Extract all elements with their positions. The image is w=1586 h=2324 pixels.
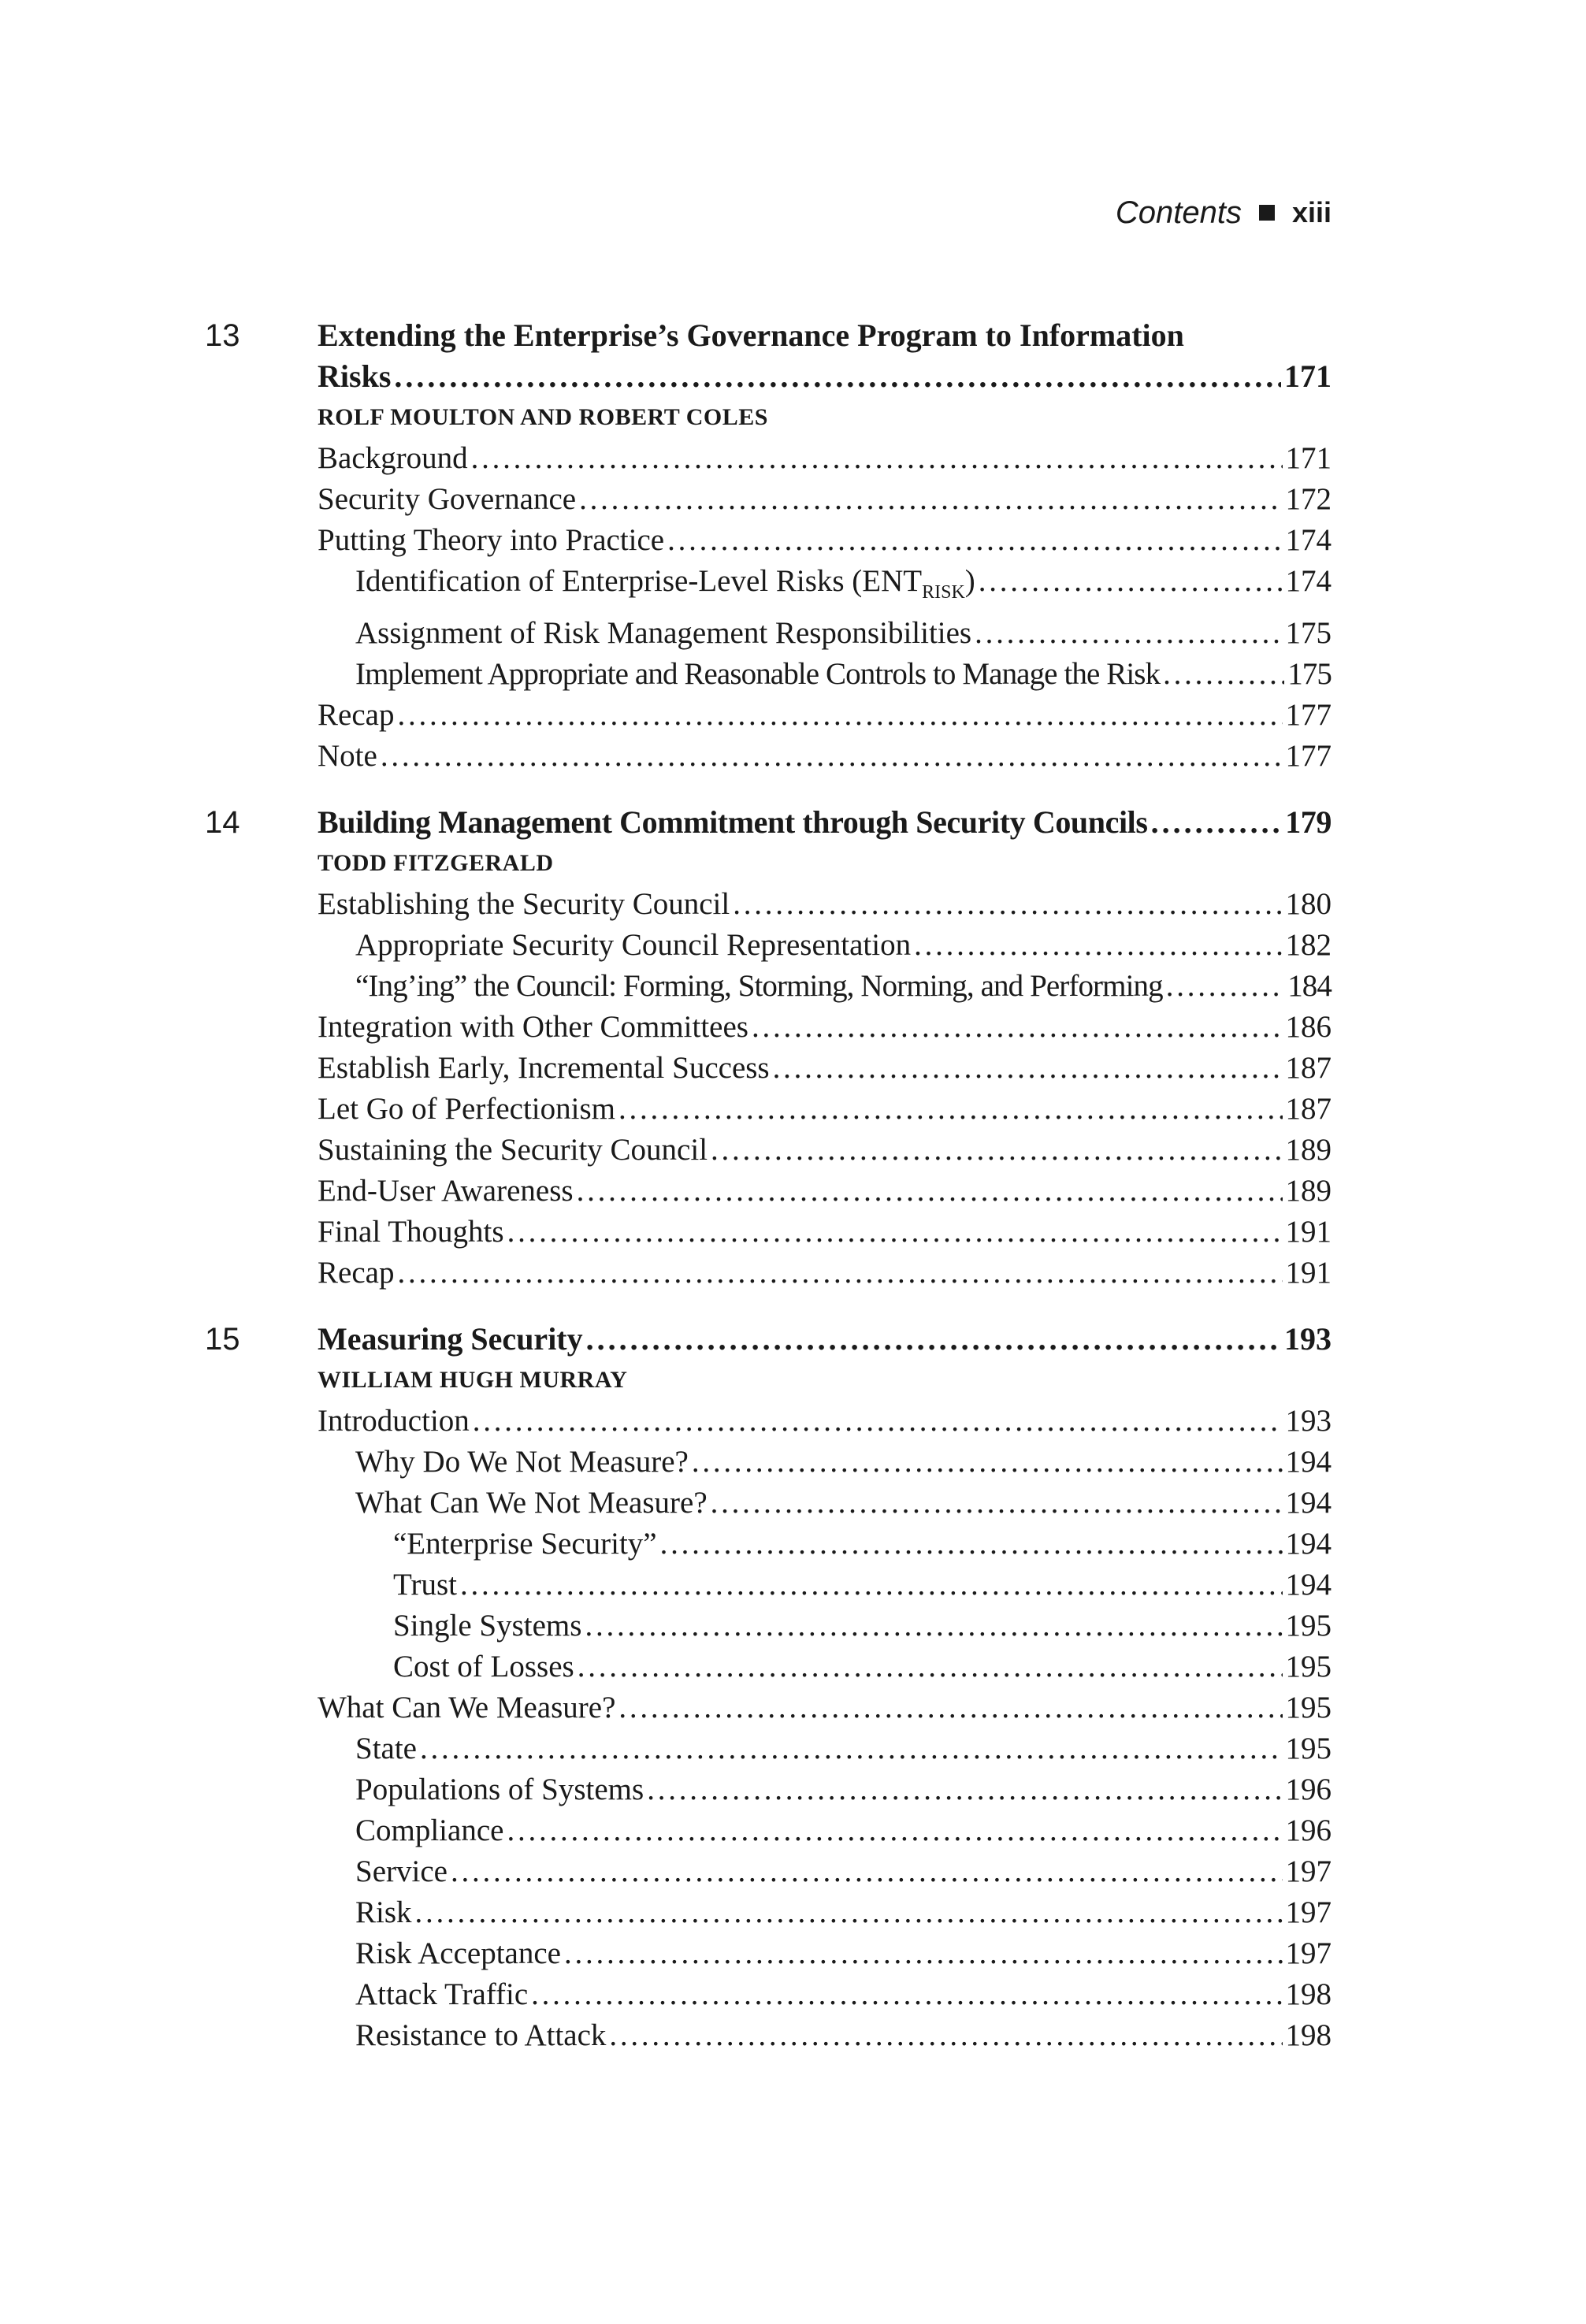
dot-leader xyxy=(381,736,1283,777)
entry-page: 187 xyxy=(1285,1091,1332,1126)
entry-title: Populations of Systems xyxy=(355,1772,644,1806)
entry-title: What Can We Measure? xyxy=(318,1690,616,1724)
toc-entry[interactable] xyxy=(318,479,1332,520)
toc-entry[interactable] xyxy=(318,613,1332,654)
entry-page: 180 xyxy=(1285,886,1332,921)
entry-title: Putting Theory into Practice xyxy=(318,523,665,557)
chapter-page: 171 xyxy=(1284,358,1332,394)
toc-entry[interactable] xyxy=(318,1089,1332,1130)
chapter-page: 193 xyxy=(1284,1320,1332,1357)
dot-leader xyxy=(579,479,1282,520)
entry-page: 197 xyxy=(1285,1895,1332,1929)
toc-entry[interactable] xyxy=(318,1565,1332,1606)
dot-leader xyxy=(397,1253,1282,1294)
toc-entry[interactable] xyxy=(318,884,1332,925)
chapter-14 xyxy=(205,802,1332,1294)
dot-leader xyxy=(618,1089,1283,1130)
chapter-15 xyxy=(205,1319,1332,2056)
entry-page: 196 xyxy=(1285,1813,1332,1847)
dot-leader xyxy=(1163,654,1284,695)
entry-page: 197 xyxy=(1285,1936,1332,1970)
chapter-page: 179 xyxy=(1285,804,1332,840)
dot-leader xyxy=(1151,802,1283,843)
dot-leader xyxy=(660,1524,1283,1565)
entry-title: End-User Awareness xyxy=(318,1173,574,1208)
toc-entry[interactable] xyxy=(318,1524,1332,1565)
dot-leader xyxy=(711,1130,1282,1171)
chapter-title-end: Risks xyxy=(318,358,392,394)
entry-page: 194 xyxy=(1285,1567,1332,1602)
entry-title: Compliance xyxy=(355,1813,504,1847)
entry-title: Single Systems xyxy=(393,1608,582,1643)
entry-title: Cost of Losses xyxy=(393,1649,574,1684)
dot-leader xyxy=(451,1851,1283,1892)
toc-entry[interactable] xyxy=(318,1483,1332,1524)
entry-page: 197 xyxy=(1285,1854,1332,1888)
dot-leader xyxy=(667,520,1282,561)
dot-leader xyxy=(420,1728,1283,1769)
chapter-title-text: Measuring Security xyxy=(318,1320,583,1357)
entry-page: 171 xyxy=(1285,441,1332,475)
chapter-title[interactable] xyxy=(318,802,1332,843)
dot-leader xyxy=(586,1319,1281,1360)
dot-leader xyxy=(397,695,1282,736)
entry-title: Why Do We Not Measure? xyxy=(355,1444,689,1479)
toc-entry[interactable] xyxy=(318,1933,1332,1974)
chapter-13 xyxy=(205,315,1332,777)
entry-title: Let Go of Perfectionism xyxy=(318,1091,615,1126)
dot-leader xyxy=(394,356,1281,397)
entry-page: 186 xyxy=(1285,1009,1332,1044)
dot-leader xyxy=(773,1048,1283,1089)
entry-title: “Ing’ing” the Council: Forming, Storming, Norming, and Performing xyxy=(355,968,1163,1003)
running-head xyxy=(1116,197,1332,228)
entry-page: 198 xyxy=(1285,2018,1332,2052)
entry-page: 177 xyxy=(1285,738,1332,773)
toc-entry[interactable] xyxy=(318,925,1332,966)
entry-page: 191 xyxy=(1285,1214,1332,1249)
table-of-contents xyxy=(205,315,1332,2056)
dot-leader xyxy=(507,1212,1283,1253)
dot-leader xyxy=(647,1769,1282,1810)
dot-leader xyxy=(733,884,1282,925)
entry-page: 194 xyxy=(1285,1526,1332,1561)
entry-title: Attack Traffic xyxy=(355,1977,529,2011)
entry-title: “Enterprise Security” xyxy=(393,1526,657,1561)
toc-entry[interactable] xyxy=(318,1048,1332,1089)
toc-entry[interactable] xyxy=(318,1253,1332,1294)
entry-page: 191 xyxy=(1285,1255,1332,1290)
entry-title: Service xyxy=(355,1854,448,1888)
toc-entry[interactable] xyxy=(318,966,1332,1007)
toc-entry[interactable] xyxy=(318,1851,1332,1892)
toc-entry[interactable] xyxy=(318,695,1332,736)
toc-entry[interactable] xyxy=(318,1606,1332,1646)
entry-page: 195 xyxy=(1285,1731,1332,1765)
entry-title: State xyxy=(355,1731,417,1765)
dot-leader xyxy=(473,1401,1283,1442)
entry-page: 189 xyxy=(1285,1132,1332,1167)
chapter-author: TODD FITZGERALD xyxy=(318,849,554,876)
entry-page: 175 xyxy=(1287,656,1332,691)
chapter-title[interactable] xyxy=(318,1319,1332,1360)
entry-page: 177 xyxy=(1285,697,1332,732)
entry-title: Final Thoughts xyxy=(318,1214,504,1249)
entry-title: Note xyxy=(318,738,377,773)
dot-leader xyxy=(692,1442,1283,1483)
dot-leader xyxy=(979,561,1283,602)
entry-title-end: ) xyxy=(964,564,975,598)
dot-leader xyxy=(609,2015,1282,2056)
toc-entry[interactable] xyxy=(318,1646,1332,1687)
dot-leader xyxy=(471,438,1283,479)
chapter-title[interactable]: Extending the Enterprise’s Governance Program to Information xyxy=(318,317,1184,353)
entry-title: Implement Appropriate and Reasonable Controls to Manage the Risk xyxy=(355,656,1161,691)
entry-page: 198 xyxy=(1285,1977,1332,2011)
dot-leader xyxy=(975,613,1282,654)
toc-entry[interactable] xyxy=(318,561,1332,613)
toc-entry[interactable] xyxy=(318,736,1332,777)
dot-leader xyxy=(564,1933,1283,1974)
entry-page: 187 xyxy=(1285,1050,1332,1085)
running-head-page-number: xiii xyxy=(1291,196,1332,228)
dot-leader xyxy=(618,1687,1282,1728)
entry-title: Recap xyxy=(318,1255,395,1290)
entry-title-subscript: RISK xyxy=(922,581,965,603)
entry-title: Establish Early, Incremental Success xyxy=(318,1050,770,1085)
toc-entry[interactable] xyxy=(318,438,1332,479)
toc-entry[interactable] xyxy=(318,1769,1332,1810)
entry-page: 195 xyxy=(1285,1608,1332,1643)
entry-page: 172 xyxy=(1285,482,1332,516)
entry-title: Security Governance xyxy=(318,482,577,516)
entry-title: Risk xyxy=(355,1895,412,1929)
entry-title: Assignment of Risk Management Responsibilities xyxy=(355,615,972,650)
toc-entry[interactable] xyxy=(318,1810,1332,1851)
entry-title: Establishing the Security Council xyxy=(318,886,730,921)
chapter-title-text: Building Management Commitment through Security Councils xyxy=(318,804,1148,840)
entry-title: Risk Acceptance xyxy=(355,1936,561,1970)
toc-entry[interactable] xyxy=(318,654,1332,695)
entry-page: 174 xyxy=(1285,564,1332,598)
running-head-title: Contents xyxy=(1115,195,1242,230)
toc-entry[interactable] xyxy=(318,1687,1332,1728)
entry-page: 194 xyxy=(1285,1485,1332,1520)
entry-page: 175 xyxy=(1285,615,1332,650)
dot-leader xyxy=(914,925,1282,966)
entry-page: 194 xyxy=(1285,1444,1332,1479)
chapter-number: 13 xyxy=(205,318,240,353)
toc-entry[interactable] xyxy=(318,1892,1332,1933)
entry-title: Resistance to Attack xyxy=(355,2018,607,2052)
entry-page: 184 xyxy=(1287,968,1332,1003)
dot-leader xyxy=(531,1974,1282,2015)
dot-leader xyxy=(711,1483,1283,1524)
toc-entry[interactable] xyxy=(318,520,1332,561)
entry-page: 182 xyxy=(1285,927,1332,962)
toc-entry[interactable] xyxy=(318,1007,1332,1048)
dot-leader xyxy=(460,1565,1283,1606)
entry-page: 196 xyxy=(1285,1772,1332,1806)
entry-title: Sustaining the Security Council xyxy=(318,1132,708,1167)
toc-entry[interactable] xyxy=(318,1130,1332,1171)
entry-title: Appropriate Security Council Representation xyxy=(355,927,912,962)
entry-page: 193 xyxy=(1285,1403,1332,1438)
entry-page: 189 xyxy=(1285,1173,1332,1208)
dot-leader xyxy=(507,1810,1282,1851)
chapter-author: ROLF MOULTON AND ROBERT COLES xyxy=(318,404,768,430)
entry-title-text: Identification of Enterprise-Level Risks (ENT xyxy=(355,564,923,598)
dot-leader xyxy=(585,1606,1282,1646)
chapter-number: 15 xyxy=(205,1321,240,1357)
entry-title xyxy=(355,561,975,613)
entry-page: 174 xyxy=(1285,523,1332,557)
toc-entry[interactable] xyxy=(318,1212,1332,1253)
square-bullet-icon xyxy=(1259,205,1275,221)
toc-entry[interactable] xyxy=(318,1728,1332,1769)
toc-entry[interactable] xyxy=(318,1401,1332,1442)
entry-title: Integration with Other Committees xyxy=(318,1009,748,1044)
entry-page: 195 xyxy=(1285,1690,1332,1724)
toc-entry[interactable] xyxy=(318,1442,1332,1483)
chapter-number: 14 xyxy=(205,804,240,840)
entry-title: What Can We Not Measure? xyxy=(355,1485,708,1520)
dot-leader xyxy=(752,1007,1283,1048)
toc-entry[interactable] xyxy=(318,2015,1332,2056)
entry-title: Introduction xyxy=(318,1403,470,1438)
toc-entry[interactable] xyxy=(318,1171,1332,1212)
dot-leader xyxy=(577,1171,1283,1212)
dot-leader xyxy=(578,1646,1283,1687)
dot-leader xyxy=(1166,966,1284,1007)
entry-title: Recap xyxy=(318,697,395,732)
dot-leader xyxy=(415,1892,1283,1933)
entry-title: Background xyxy=(318,441,468,475)
entry-page: 195 xyxy=(1285,1649,1332,1684)
chapter-title-continued[interactable] xyxy=(318,356,1332,397)
toc-entry[interactable] xyxy=(318,1974,1332,2015)
entry-title: Trust xyxy=(393,1567,457,1602)
chapter-author: WILLIAM HUGH MURRAY xyxy=(318,1366,628,1393)
